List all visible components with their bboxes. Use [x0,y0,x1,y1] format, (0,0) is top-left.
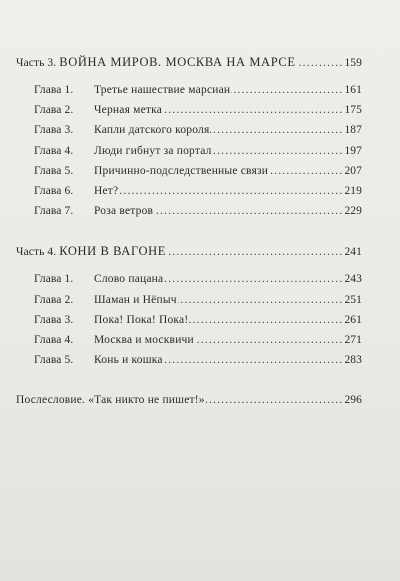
chapter-title: Пока! Пока! Пока! [94,313,189,326]
page-number: 296 [344,394,362,407]
chapter-number: Глава 1. [34,273,74,286]
part-title: КОНИ В ВАГОНЕ [59,244,166,259]
dot-leader [119,181,343,201]
chapter-title: Капли датского короля [94,124,210,137]
page-number: 283 [344,354,362,367]
table-of-contents [16,52,362,410]
part-heading [16,241,362,261]
chapter-number: Глава 1. [34,84,74,96]
chapter-entry [16,181,362,201]
part-label: Часть 3. [16,57,57,69]
dot-leader [178,290,344,310]
chapter-title: Слово пацана [94,273,164,286]
page-number: 229 [344,205,362,218]
page-number: 207 [344,164,362,177]
page-number: 159 [344,57,362,69]
toc-part [16,52,362,221]
chapter-title: Шаман и Нёпыч [94,293,177,306]
chapter-number: Глава 3. [34,313,74,326]
chapter-title: Люди гибнут за портал [94,144,212,157]
chapter-number: Глава 3. [34,124,74,137]
chapter-entry [16,350,362,370]
dot-leader [154,201,343,221]
dot-leader [195,330,344,350]
chapter-number: Глава 5. [34,164,74,177]
chapter-title: Нет? [94,184,119,197]
page-number: 241 [344,246,362,259]
chapter-entry [16,310,362,330]
chapter-number: Глава 4. [34,144,74,157]
chapter-entry [16,290,362,310]
part-title: ВОЙНА МИРОВ. МОСКВА НА МАРСЕ [59,55,296,69]
chapter-entry [16,100,362,120]
dot-leader [163,100,343,120]
afterword-title: Послесловие. «Так никто не пишет!» [16,394,205,407]
dot-leader [210,120,343,140]
page-number: 243 [344,273,362,286]
chapter-title: Роза ветров [94,205,154,218]
chapter-number: Глава 7. [34,205,74,218]
page-number: 187 [344,124,362,137]
page-number: 219 [344,184,362,197]
chapter-title: Москва и москвичи [94,333,194,346]
dot-leader [189,310,343,330]
dot-leader [206,390,344,410]
dot-leader [297,53,344,73]
part-label: Часть 4. [16,246,57,259]
afterword-entry [16,390,362,410]
toc-part [16,241,362,370]
chapter-title: Третье нашествие марсиан [94,84,231,96]
chapter-number: Глава 6. [34,184,74,197]
chapter-entry [16,330,362,350]
dot-leader [167,242,343,262]
page-number: 271 [344,333,362,346]
chapter-entry [16,161,362,181]
chapter-number: Глава 4. [34,333,74,346]
page-number: 175 [344,104,362,117]
page-number: 261 [344,313,362,326]
page-number: 161 [344,84,362,96]
chapter-number: Глава 2. [34,293,74,306]
chapter-entry [16,141,362,161]
chapter-entry [16,269,362,289]
chapter-number: Глава 2. [34,104,74,117]
chapter-title: Черная метка [94,104,163,117]
chapter-number: Глава 5. [34,354,74,367]
chapter-entry [16,120,362,140]
dot-leader [269,161,343,181]
chapter-title: Конь и кошка [94,354,163,367]
chapter-title: Причинно-подследственные связи [94,164,269,177]
chapter-entry [16,80,362,100]
page-number: 251 [344,293,362,306]
chapter-entry [16,201,362,221]
dot-leader [213,141,344,161]
dot-leader [164,350,344,370]
page-number: 197 [344,144,362,157]
dot-leader [164,269,343,289]
part-heading [16,52,362,72]
dot-leader [231,80,343,100]
